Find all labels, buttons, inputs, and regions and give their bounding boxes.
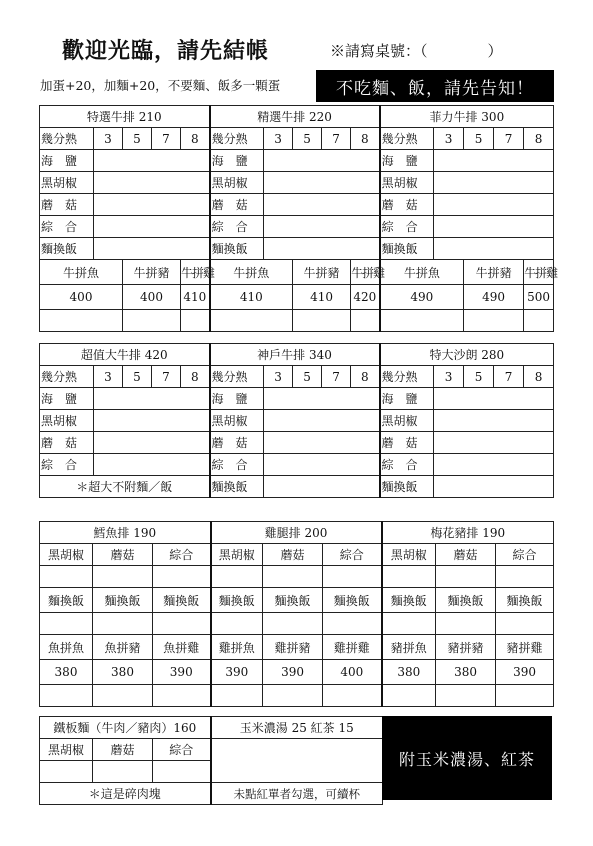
- combo-name: 牛拼雞: [524, 260, 554, 285]
- doneness-option[interactable]: 8: [351, 366, 380, 388]
- order-cell[interactable]: [210, 310, 293, 332]
- combo-price: 410: [181, 285, 210, 310]
- item-name: 梅花豬排 190: [382, 522, 554, 544]
- item-name: 特選牛排 210: [40, 106, 210, 128]
- swap-option[interactable]: 麵換飯: [323, 588, 382, 613]
- swap-label: 麵換飯: [210, 238, 264, 260]
- combo-name: 雞拼豬: [263, 635, 323, 660]
- order-cell[interactable]: [40, 685, 93, 707]
- combo-price: 390: [496, 660, 554, 685]
- order-cell[interactable]: [464, 310, 524, 332]
- order-cell[interactable]: [436, 685, 496, 707]
- order-cell[interactable]: [40, 566, 93, 588]
- order-cell[interactable]: [323, 566, 382, 588]
- swap-label: 麵換飯: [210, 476, 264, 498]
- doneness-option[interactable]: 7: [494, 128, 524, 150]
- order-cell[interactable]: [153, 566, 211, 588]
- order-cell[interactable]: [496, 566, 554, 588]
- sauce-label: 海 鹽: [210, 388, 264, 410]
- order-cell[interactable]: [496, 613, 554, 635]
- combo-price: 380: [436, 660, 496, 685]
- order-cell[interactable]: [181, 310, 210, 332]
- sauce-label: 蘑 菇: [380, 194, 434, 216]
- noodle-name: 鐵板麵（牛肉／豬肉）160: [40, 717, 211, 739]
- doneness-option[interactable]: 7: [152, 366, 181, 388]
- order-cell[interactable]: [434, 476, 554, 498]
- sauce-label: 海 鹽: [40, 388, 94, 410]
- swap-option[interactable]: 麵換飯: [382, 588, 436, 613]
- order-cell[interactable]: [94, 216, 210, 238]
- doneness-option[interactable]: 5: [293, 128, 322, 150]
- sauce-option[interactable]: 蘑菇: [263, 544, 323, 566]
- combo-name: 魚拼雞: [153, 635, 211, 660]
- order-cell[interactable]: [264, 476, 380, 498]
- sauce-option[interactable]: 綜合: [323, 544, 382, 566]
- combo-price: 400: [323, 660, 382, 685]
- steak-table-2: [39, 343, 554, 498]
- combo-name: 雞拼魚: [211, 635, 263, 660]
- order-cell[interactable]: [263, 613, 323, 635]
- order-cell[interactable]: [382, 613, 436, 635]
- combo-price: 400: [123, 285, 181, 310]
- sauce-label: 黑胡椒: [40, 410, 94, 432]
- order-cell[interactable]: [93, 566, 153, 588]
- combo-price: 380: [382, 660, 436, 685]
- noodle-note: ＊這是碎肉塊: [40, 783, 211, 805]
- sauce-option[interactable]: 黑胡椒: [211, 544, 263, 566]
- sauce-label: 黑胡椒: [380, 172, 434, 194]
- order-cell[interactable]: [94, 150, 210, 172]
- item-name: 超值大牛排 420: [40, 344, 210, 366]
- sauce-label: 黑胡椒: [40, 172, 94, 194]
- order-cell[interactable]: [93, 761, 153, 783]
- order-cell[interactable]: [434, 150, 554, 172]
- order-cell[interactable]: [434, 388, 554, 410]
- combo-name: 魚拼豬: [93, 635, 153, 660]
- combo-name: 牛拼魚: [40, 260, 123, 285]
- doneness-option[interactable]: 8: [181, 128, 210, 150]
- drinks-note: 未點紅單者勾選，可續杯: [211, 783, 383, 805]
- combo-name: 牛拼豬: [293, 260, 351, 285]
- combo-price: 500: [524, 285, 554, 310]
- no-noodle-note: ＊超大不附麵／飯: [40, 476, 210, 498]
- item-name: 菲力牛排 300: [380, 106, 554, 128]
- item-name: 雞腿排 200: [211, 522, 382, 544]
- order-cell[interactable]: [94, 172, 210, 194]
- order-cell[interactable]: [263, 566, 323, 588]
- order-cell[interactable]: [264, 388, 380, 410]
- order-cell[interactable]: [211, 739, 383, 783]
- doneness-option[interactable]: 3: [264, 366, 293, 388]
- sauce-option[interactable]: 黑胡椒: [382, 544, 436, 566]
- order-cell[interactable]: [264, 172, 380, 194]
- item-name: 鱈魚排 190: [40, 522, 211, 544]
- combo-price: 410: [210, 285, 293, 310]
- doneness-option[interactable]: 7: [152, 128, 181, 150]
- doneness-option[interactable]: 3: [264, 128, 293, 150]
- doneness-option[interactable]: 3: [434, 366, 464, 388]
- doneness-label: 幾分熟: [40, 128, 94, 150]
- order-cell[interactable]: [323, 613, 382, 635]
- doneness-option[interactable]: 8: [181, 366, 210, 388]
- combo-price: 390: [211, 660, 263, 685]
- order-cell[interactable]: [94, 388, 210, 410]
- combo-price: 380: [93, 660, 153, 685]
- order-cell[interactable]: [40, 613, 93, 635]
- order-cell[interactable]: [264, 410, 380, 432]
- combo-name: 豬拼雞: [496, 635, 554, 660]
- doneness-option[interactable]: 5: [123, 366, 152, 388]
- sauce-label: 綜 合: [380, 216, 434, 238]
- order-cell[interactable]: [93, 685, 153, 707]
- order-cell[interactable]: [434, 194, 554, 216]
- doneness-label: 幾分熟: [40, 366, 94, 388]
- notice-banner: 不吃麵、飯，請先告知！: [316, 70, 554, 102]
- sauce-label: 蘑 菇: [210, 194, 264, 216]
- doneness-option[interactable]: 8: [524, 366, 554, 388]
- order-cell[interactable]: [211, 566, 263, 588]
- sauce-option[interactable]: 蘑菇: [93, 544, 153, 566]
- order-cell[interactable]: [153, 761, 211, 783]
- doneness-option[interactable]: 7: [322, 366, 351, 388]
- page-title: 歡迎光臨，請先結帳: [62, 38, 270, 64]
- order-cell[interactable]: [263, 685, 323, 707]
- order-cell[interactable]: [351, 310, 380, 332]
- order-cell[interactable]: [264, 194, 380, 216]
- order-cell[interactable]: [323, 685, 382, 707]
- addon-note: 加蛋+20，加麵+20，不要麵、飯多一顆蛋: [40, 78, 281, 93]
- drinks-name: 玉米濃湯 25 紅茶 15: [211, 717, 383, 739]
- cutlet-table: [39, 521, 554, 707]
- doneness-option[interactable]: 5: [464, 128, 494, 150]
- steak-table-1: [39, 105, 558, 332]
- order-cell[interactable]: [264, 238, 380, 260]
- swap-option[interactable]: 麵換飯: [496, 588, 554, 613]
- noodle-drinks-table: [39, 716, 383, 805]
- order-cell[interactable]: [436, 613, 496, 635]
- order-cell[interactable]: [436, 566, 496, 588]
- order-cell[interactable]: [434, 172, 554, 194]
- order-cell[interactable]: [153, 613, 211, 635]
- combo-price: 380: [40, 660, 93, 685]
- order-cell[interactable]: [496, 685, 554, 707]
- combo-name: 牛拼雞: [181, 260, 210, 285]
- order-cell[interactable]: [434, 216, 554, 238]
- combo-name: 雞拼雞: [323, 635, 382, 660]
- sauce-label: 黑胡椒: [210, 410, 264, 432]
- order-cell[interactable]: [40, 761, 93, 783]
- sauce-label: 綜 合: [40, 216, 94, 238]
- combo-price: 420: [351, 285, 380, 310]
- combo-price: 400: [40, 285, 123, 310]
- swap-label: 麵換飯: [40, 238, 94, 260]
- doneness-option[interactable]: 3: [434, 128, 464, 150]
- doneness-label: 幾分熟: [210, 128, 264, 150]
- doneness-option[interactable]: 3: [94, 128, 123, 150]
- sauce-label: 蘑 菇: [210, 432, 264, 454]
- included-drinks-banner: 附玉米濃湯、紅茶: [382, 716, 552, 800]
- doneness-option[interactable]: 5: [464, 366, 494, 388]
- swap-label: 麵換飯: [380, 238, 434, 260]
- sauce-label: 海 鹽: [380, 150, 434, 172]
- order-cell[interactable]: [94, 410, 210, 432]
- combo-name: 牛拼雞: [351, 260, 380, 285]
- sauce-label: 海 鹽: [380, 388, 434, 410]
- order-cell[interactable]: [211, 613, 263, 635]
- sauce-option[interactable]: 蘑菇: [436, 544, 496, 566]
- order-cell[interactable]: [434, 432, 554, 454]
- sauce-label: 海 鹽: [210, 150, 264, 172]
- swap-option[interactable]: 麵換飯: [40, 588, 93, 613]
- doneness-option[interactable]: 7: [494, 366, 524, 388]
- sauce-option[interactable]: 綜合: [153, 544, 211, 566]
- order-cell[interactable]: [524, 310, 554, 332]
- swap-option[interactable]: 麵換飯: [263, 588, 323, 613]
- combo-name: 牛拼魚: [210, 260, 293, 285]
- order-cell[interactable]: [434, 454, 554, 476]
- order-cell[interactable]: [264, 150, 380, 172]
- combo-name: 牛拼豬: [123, 260, 181, 285]
- order-cell[interactable]: [382, 566, 436, 588]
- doneness-label: 幾分熟: [380, 366, 434, 388]
- sauce-label: 綜 合: [380, 454, 434, 476]
- table-number-field[interactable]: ※請寫桌號：（ ）: [330, 42, 503, 60]
- doneness-option[interactable]: 5: [293, 366, 322, 388]
- sauce-label: 綜 合: [40, 454, 94, 476]
- swap-option[interactable]: 麵換飯: [436, 588, 496, 613]
- combo-price: 390: [263, 660, 323, 685]
- item-name: 精選牛排 220: [210, 106, 380, 128]
- combo-name: 牛拼豬: [464, 260, 524, 285]
- item-name: 特大沙朗 280: [380, 344, 554, 366]
- order-cell[interactable]: [264, 454, 380, 476]
- doneness-label: 幾分熟: [380, 128, 434, 150]
- doneness-label: 幾分熟: [210, 366, 264, 388]
- order-cell[interactable]: [434, 238, 554, 260]
- order-cell[interactable]: [380, 310, 464, 332]
- swap-label: 麵換飯: [380, 476, 434, 498]
- order-cell[interactable]: [434, 410, 554, 432]
- sauce-label: 蘑 菇: [40, 432, 94, 454]
- doneness-option[interactable]: 7: [322, 128, 351, 150]
- sauce-label: 黑胡椒: [380, 410, 434, 432]
- order-cell[interactable]: [293, 310, 351, 332]
- doneness-option[interactable]: 3: [94, 366, 123, 388]
- swap-option[interactable]: 麵換飯: [93, 588, 153, 613]
- combo-price: 490: [380, 285, 464, 310]
- sauce-option[interactable]: 蘑菇: [93, 739, 153, 761]
- order-cell[interactable]: [211, 685, 263, 707]
- order-cell[interactable]: [153, 685, 211, 707]
- sauce-label: 綜 合: [210, 454, 264, 476]
- sauce-label: 黑胡椒: [210, 172, 264, 194]
- order-cell[interactable]: [382, 685, 436, 707]
- combo-price: 390: [153, 660, 211, 685]
- doneness-option[interactable]: 8: [524, 128, 554, 150]
- sauce-option[interactable]: 黑胡椒: [40, 544, 93, 566]
- item-name: 神戶牛排 340: [210, 344, 380, 366]
- swap-option[interactable]: 麵換飯: [211, 588, 263, 613]
- sauce-option[interactable]: 綜合: [153, 739, 211, 761]
- order-cell[interactable]: [264, 432, 380, 454]
- sauce-label: 綜 合: [210, 216, 264, 238]
- combo-price: 410: [293, 285, 351, 310]
- sauce-option[interactable]: 黑胡椒: [40, 739, 93, 761]
- combo-name: 豬拼魚: [382, 635, 436, 660]
- order-cell[interactable]: [94, 238, 210, 260]
- order-cell[interactable]: [94, 194, 210, 216]
- swap-option[interactable]: 麵換飯: [153, 588, 211, 613]
- combo-name: 魚拼魚: [40, 635, 93, 660]
- order-cell[interactable]: [93, 613, 153, 635]
- sauce-label: 蘑 菇: [40, 194, 94, 216]
- sauce-label: 蘑 菇: [380, 432, 434, 454]
- order-cell[interactable]: [123, 310, 181, 332]
- order-cell[interactable]: [94, 454, 210, 476]
- combo-name: 豬拼豬: [436, 635, 496, 660]
- order-cell[interactable]: [94, 432, 210, 454]
- combo-name: 牛拼魚: [380, 260, 464, 285]
- sauce-label: 海 鹽: [40, 150, 94, 172]
- combo-price: 490: [464, 285, 524, 310]
- sauce-option[interactable]: 綜合: [496, 544, 554, 566]
- order-cell[interactable]: [264, 216, 380, 238]
- order-cell[interactable]: [40, 310, 123, 332]
- doneness-option[interactable]: 5: [123, 128, 152, 150]
- doneness-option[interactable]: 8: [351, 128, 380, 150]
